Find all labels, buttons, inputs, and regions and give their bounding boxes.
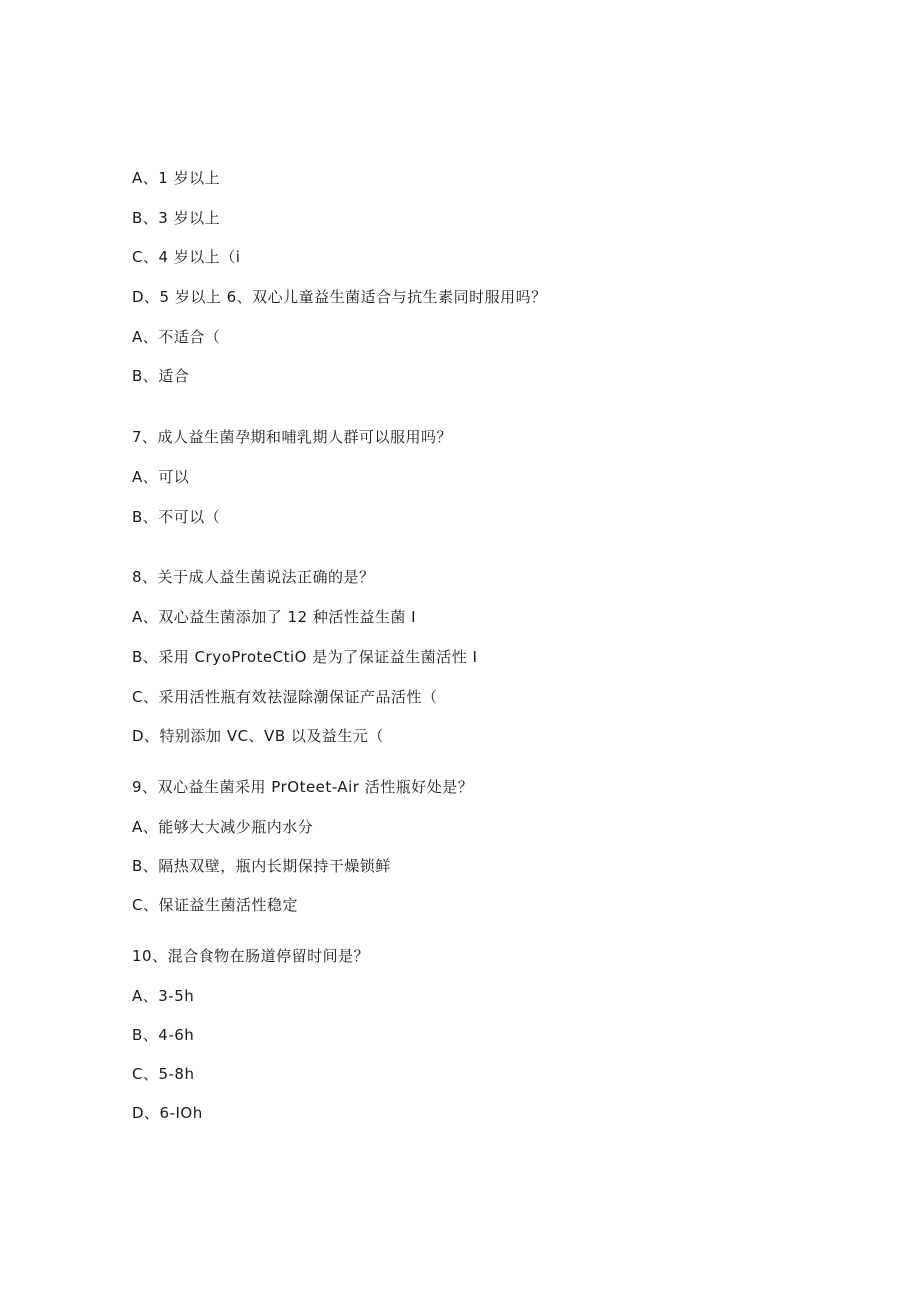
option-line: D、6-IOh — [132, 1104, 203, 1122]
option-line: B、4-6h — [132, 1026, 195, 1044]
question-line: 9、双心益生菌采用 PrOteet-Air 活性瓶好处是？ — [132, 778, 474, 796]
option-line: A、双心益生菌添加了 12 种活性益生菌 I — [132, 608, 417, 626]
option-line: C、采用活性瓶有效祛湿除潮保证产品活性（ — [132, 688, 438, 706]
option-line: C、5-8h — [132, 1065, 195, 1083]
question-line: 7、成人益生菌孕期和哺乳期人群可以服用吗？ — [132, 428, 453, 446]
option-line: A、能够大大减少瓶内水分 — [132, 818, 314, 836]
option-line: A、可以 — [132, 468, 190, 486]
question-line: 8、关于成人益生菌说法正确的是？ — [132, 568, 375, 586]
option-line: B、隔热双壁，瓶内长期保持干燥锁鲜 — [132, 857, 391, 875]
option-line: B、不可以（ — [132, 508, 221, 526]
option-line: B、采用 CryoProteCtiO 是为了保证益生菌活性 I — [132, 648, 478, 666]
option-line: B、3 岁以上 — [132, 209, 221, 227]
option-line: C、保证益生菌活性稳定 — [132, 896, 298, 914]
option-line: A、1 岁以上 — [132, 169, 221, 187]
option-line: B、适合 — [132, 367, 190, 385]
option-line: A、不适合（ — [132, 328, 221, 346]
option-line: A、3-5h — [132, 987, 195, 1005]
question-line: 10、混合食物在肠道停留时间是？ — [132, 947, 370, 965]
option-line: D、5 岁以上 6、双心儿童益生菌适合与抗生素同时服用吗？ — [132, 288, 547, 306]
option-line: D、特别添加 VC、VB 以及益生元（ — [132, 727, 384, 745]
option-line: C、4 岁以上（i — [132, 248, 241, 266]
